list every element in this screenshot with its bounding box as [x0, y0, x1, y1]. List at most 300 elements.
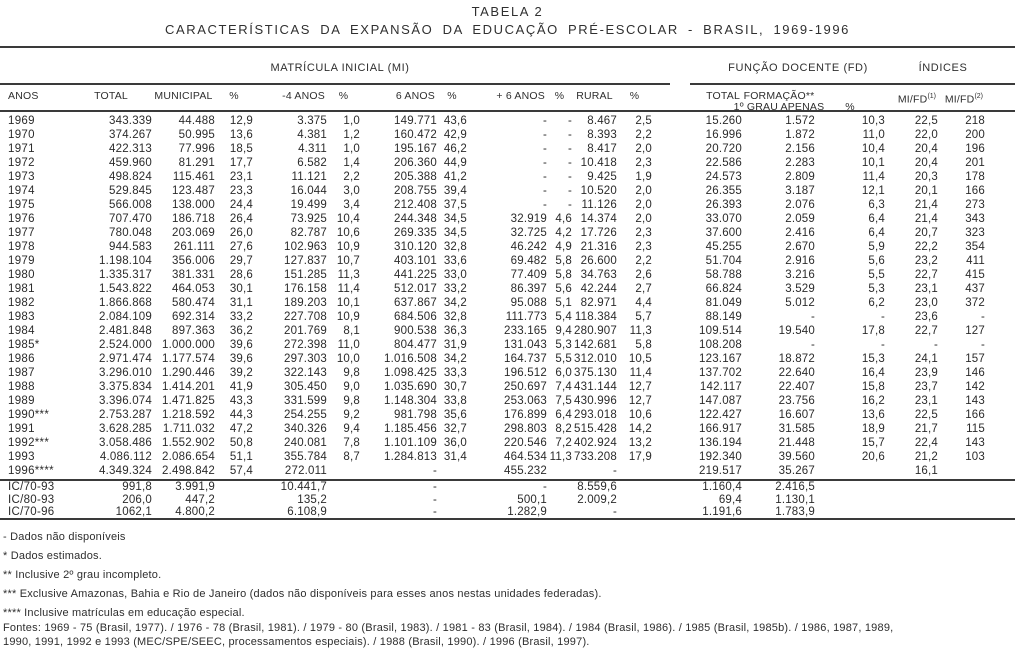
row-value-cell: 5,9	[868, 241, 885, 253]
row-value-cell: 2.416,5	[775, 481, 815, 493]
preschool-expansion-table	[0, 89, 1015, 519]
row-value-cell: 26.600	[580, 255, 617, 267]
row-value-cell: 160.472	[394, 129, 437, 141]
row-value-cell	[547, 494, 572, 507]
row-value-cell: 23,1	[914, 283, 938, 295]
row-label-cell: 1989	[8, 395, 35, 407]
row-value-cell: 2,5	[635, 115, 652, 127]
row-value-cell: 8.393	[587, 129, 617, 141]
row-value-cell: -	[542, 143, 547, 155]
row-value-cell: 122.427	[699, 409, 742, 421]
row-value-cell: 135,2	[297, 493, 327, 506]
row-value-cell: 8.417	[587, 143, 617, 155]
row-value-cell: 684.506	[394, 311, 437, 323]
row-value-cell: 118.384	[574, 311, 617, 323]
row-value-cell: 58.788	[705, 269, 742, 281]
table-row	[0, 338, 1015, 352]
row-value-cell: 23,0	[914, 297, 938, 309]
row-label-cell: IC/70-93	[8, 481, 55, 493]
row-value-cell: 69.482	[510, 255, 547, 267]
row-value-cell: 981.798	[394, 409, 437, 421]
table-body	[0, 114, 1015, 519]
row-value-cell: 4,2	[555, 227, 572, 239]
table-row	[0, 422, 1015, 436]
sources-note	[3, 621, 1015, 650]
column-header-row	[0, 89, 1015, 114]
row-value-cell: 261.111	[173, 241, 215, 253]
row-value-cell: 1.191,6	[702, 506, 742, 519]
table-row	[0, 198, 1015, 212]
table-row	[0, 128, 1015, 142]
filler-cell	[985, 128, 1015, 142]
filler-cell	[985, 481, 1015, 494]
row-value-cell: 41,9	[229, 381, 253, 393]
row-value-cell: 34,5	[443, 227, 467, 239]
group-header-matricula: MATRÍCULA INICIAL (MI)	[270, 62, 410, 74]
row-value-cell: 2.009,2	[577, 493, 617, 506]
row-value-cell: 8,2	[555, 423, 572, 435]
row-value-cell: 272.398	[284, 339, 327, 351]
row-value-cell: 23,3	[229, 185, 253, 197]
row-value-cell: -	[880, 339, 885, 351]
row-value-cell	[547, 506, 572, 519]
row-value-cell: 4.800,2	[175, 506, 215, 519]
row-value-cell: 15.260	[705, 115, 742, 127]
row-value-cell: 3.628.285	[99, 423, 152, 435]
row-value-cell: -	[567, 171, 572, 183]
row-value-cell: 26.393	[705, 199, 742, 211]
row-value-cell: 804.477	[394, 339, 437, 351]
row-value-cell: 147.087	[699, 395, 742, 407]
row-value-cell: 529.845	[109, 185, 152, 197]
row-value-cell: 6,3	[868, 199, 885, 211]
row-value-cell: 34,2	[443, 353, 467, 365]
row-value-cell: 16,2	[861, 395, 885, 407]
row-value-cell	[617, 506, 652, 519]
row-value-cell: 73.925	[290, 213, 327, 225]
row-value-cell: 32,8	[443, 311, 467, 323]
table-row	[0, 310, 1015, 324]
row-value-cell: 2,3	[635, 241, 652, 253]
row-value-cell: 36,2	[229, 325, 253, 337]
row-value-cell: 24,1	[914, 353, 938, 365]
row-value-cell: -	[810, 339, 815, 351]
row-value-cell: 1.000.000	[162, 339, 215, 351]
row-value-cell	[547, 464, 572, 478]
row-value-cell: 4.086.112	[99, 451, 152, 463]
row-value-cell: 220.546	[504, 437, 547, 449]
row-value-cell: 780.048	[109, 227, 152, 239]
row-value-cell: 1,2	[343, 129, 360, 141]
divider-top	[0, 46, 1015, 48]
row-value-cell: 464.534	[504, 451, 547, 463]
filler-cell	[985, 282, 1015, 296]
row-value-cell: 33,6	[443, 255, 467, 267]
row-value-cell: 4,9	[555, 241, 572, 253]
row-value-cell: 50,8	[229, 437, 253, 449]
row-value-cell: 127	[965, 325, 985, 337]
row-value-cell: 707.470	[109, 213, 152, 225]
row-value-cell: 24.573	[705, 171, 742, 183]
row-label-cell: 1977	[8, 227, 35, 239]
filler-cell	[985, 226, 1015, 240]
row-value-cell	[215, 494, 253, 507]
row-value-cell: 5,3	[555, 339, 572, 351]
row-value-cell: 244.348	[394, 213, 437, 225]
row-value-cell: 51.704	[705, 255, 742, 267]
row-value-cell: 4.349.324	[99, 465, 152, 477]
filler-cell	[985, 296, 1015, 310]
row-value-cell: 16,1	[914, 465, 938, 477]
row-value-cell: 201.769	[284, 325, 327, 337]
divider-groups-left	[0, 83, 670, 85]
row-value-cell	[815, 464, 885, 478]
filler-cell	[985, 506, 1015, 519]
row-value-cell: 10,4	[861, 143, 885, 155]
row-value-cell: 10,6	[628, 409, 652, 421]
row-value-cell: 23,6	[914, 311, 938, 323]
row-value-cell: 500,1	[517, 493, 547, 506]
row-value-cell: 1.016.508	[384, 353, 437, 365]
row-value-cell: 297.303	[284, 353, 327, 365]
row-value-cell: 22,7	[914, 269, 938, 281]
row-label-cell: 1974	[8, 185, 35, 197]
row-label-cell: 1973	[8, 171, 35, 183]
footnote-three-star: *** Exclusive Amazonas, Bahia e Rio de Janeiro (dados não disponíveis para esses anos nestas unidades federadas).	[3, 588, 602, 600]
row-value-cell: 10.520	[580, 185, 617, 197]
row-value-cell: 498.824	[109, 171, 152, 183]
row-value-cell: 8.559,6	[577, 481, 617, 493]
row-value-cell: 3.216	[785, 269, 815, 281]
row-value-cell: -	[810, 311, 815, 323]
row-value-cell: 200	[965, 129, 985, 141]
row-value-cell: 6,2	[868, 297, 885, 309]
row-value-cell: 36,3	[443, 325, 467, 337]
row-value-cell: 402.924	[574, 437, 617, 449]
row-value-cell: 1.866.868	[99, 297, 152, 309]
row-value-cell: 13,6	[229, 129, 253, 141]
row-value-cell: 33,2	[229, 311, 253, 323]
row-label-cell: 1976	[8, 213, 35, 225]
row-value-cell: 422.313	[109, 143, 152, 155]
row-value-cell: 21.448	[778, 437, 815, 449]
filler-cell	[985, 240, 1015, 254]
filler-cell	[985, 156, 1015, 170]
row-value-cell: 280.907	[574, 325, 617, 337]
row-value-cell: 22.407	[778, 381, 815, 393]
row-label-cell: 1988	[8, 381, 35, 393]
row-value-cell: -	[432, 481, 437, 493]
row-value-cell: 47,2	[229, 423, 253, 435]
row-value-cell: 37,5	[443, 199, 467, 211]
row-value-cell: 13,2	[628, 437, 652, 449]
row-value-cell: 143	[965, 437, 985, 449]
row-value-cell: 95.088	[510, 297, 547, 309]
row-value-cell: 8,7	[343, 451, 360, 463]
row-value-cell: -	[567, 143, 572, 155]
row-value-cell: 9,4	[555, 325, 572, 337]
row-value-cell: 39,6	[229, 339, 253, 351]
footnote-four-star: **** Inclusive matrículas em educação especial.	[3, 607, 245, 619]
row-value-cell: 3,0	[343, 185, 360, 197]
row-value-cell: 11,3	[549, 451, 572, 463]
row-value-cell: 178	[965, 171, 985, 183]
row-value-cell: 580.474	[172, 297, 215, 309]
index-growth-row	[0, 494, 1015, 507]
row-value-cell: 31,1	[229, 297, 253, 309]
row-value-cell: 22,0	[914, 129, 938, 141]
row-value-cell: 34,2	[443, 297, 467, 309]
row-value-cell	[815, 494, 885, 507]
row-value-cell: 3.991,9	[175, 481, 215, 493]
row-value-cell: 22,2	[914, 241, 938, 253]
row-value-cell: 10,9	[336, 241, 360, 253]
col-header-over6: + 6 ANOS	[496, 90, 545, 102]
table-row	[0, 408, 1015, 422]
row-value-cell: 437	[965, 283, 985, 295]
row-value-cell: 250.697	[504, 381, 547, 393]
row-value-cell: 23,2	[914, 255, 938, 267]
row-value-cell: 20.720	[705, 143, 742, 155]
row-value-cell: 23,1	[229, 171, 253, 183]
row-value-cell: -	[980, 339, 985, 351]
row-value-cell: 1,0	[343, 143, 360, 155]
filler-cell	[985, 268, 1015, 282]
row-value-cell: 11.126	[581, 199, 617, 211]
row-value-cell: 115.461	[172, 171, 215, 183]
filler-cell	[985, 394, 1015, 408]
col-header-formacao-pct: %	[845, 101, 855, 113]
row-value-cell: 21.316	[580, 241, 617, 253]
row-value-cell: 11,3	[629, 325, 652, 337]
row-value-cell: 1.198.104	[99, 255, 152, 267]
filler-cell	[985, 380, 1015, 394]
row-value-cell: 35.267	[778, 465, 815, 477]
row-value-cell: 77.409	[510, 269, 547, 281]
row-value-cell: 166	[965, 185, 985, 197]
row-value-cell: 31,4	[443, 451, 467, 463]
sources-line2: 1990, 1991, 1992 e 1993 (MEC/SPE/SEEC, processamentos especiais). / 1988 (Brasil, 1990). / 1996 (Brasil, 1997).	[3, 636, 590, 649]
row-value-cell: 33,8	[443, 395, 467, 407]
row-value-cell	[885, 494, 938, 507]
row-value-cell: 10.441,7	[280, 481, 327, 493]
row-value-cell	[617, 464, 652, 478]
row-value-cell: 22,4	[914, 437, 938, 449]
row-value-cell: 381.331	[172, 269, 215, 281]
row-label-cell: 1971	[8, 143, 35, 155]
row-value-cell: 32,8	[443, 241, 467, 253]
row-value-cell: 305.450	[284, 381, 327, 393]
row-value-cell: 82.787	[290, 227, 327, 239]
row-value-cell: 15,7	[861, 437, 885, 449]
row-value-cell: 1.160,4	[702, 481, 742, 493]
row-value-cell: 17,8	[861, 325, 885, 337]
filler-cell	[985, 114, 1015, 128]
row-value-cell: 10,0	[336, 353, 360, 365]
row-value-cell: 411	[966, 255, 985, 267]
row-value-cell: 5,3	[868, 283, 885, 295]
row-value-cell: 441.225	[394, 269, 437, 281]
row-value-cell: 900.538	[394, 325, 437, 337]
filler-cell	[985, 170, 1015, 184]
row-value-cell: 21,4	[914, 199, 938, 211]
row-value-cell: 3.058.486	[99, 437, 152, 449]
row-value-cell: 2.809	[785, 171, 815, 183]
row-value-cell: 3.187	[785, 185, 815, 197]
row-value-cell: 44,9	[443, 157, 467, 169]
row-value-cell: 115	[966, 423, 985, 435]
row-value-cell: 9.425	[587, 171, 617, 183]
row-value-cell: 29,7	[229, 255, 253, 267]
row-value-cell: 323	[965, 227, 985, 239]
row-value-cell: 7,2	[555, 437, 572, 449]
row-value-cell: 431.144	[574, 381, 617, 393]
col-header-total-fd: TOTAL	[706, 90, 740, 102]
row-value-cell: 33,3	[443, 367, 467, 379]
row-value-cell: 1.572	[785, 115, 815, 127]
row-value-cell	[938, 494, 985, 507]
row-label-cell: 1982	[8, 297, 35, 309]
row-value-cell: 1,9	[635, 171, 652, 183]
row-value-cell: 23,7	[914, 381, 938, 393]
row-value-cell: 4,4	[635, 297, 652, 309]
row-value-cell: 21,7	[914, 423, 938, 435]
row-value-cell: -	[542, 157, 547, 169]
col-header-total-mi: TOTAL	[94, 90, 128, 102]
row-value-cell: 34.763	[580, 269, 617, 281]
row-label-cell: 1979	[8, 255, 35, 267]
table-row	[0, 394, 1015, 408]
row-value-cell: 512.017	[394, 283, 437, 295]
row-value-cell: 343	[965, 213, 985, 225]
row-value-cell: 127.837	[284, 255, 327, 267]
row-label-cell: 1984	[8, 325, 35, 337]
row-value-cell: 6,0	[555, 367, 572, 379]
row-value-cell: 192.340	[699, 451, 742, 463]
table-row	[0, 324, 1015, 338]
row-value-cell: 2,0	[635, 213, 652, 225]
row-value-cell: 21,2	[914, 451, 938, 463]
row-value-cell: 26,4	[229, 213, 253, 225]
row-value-cell: 208.755	[394, 185, 437, 197]
row-value-cell: 212.408	[394, 199, 437, 211]
row-value-cell: 88.149	[705, 311, 742, 323]
col-header-6anos: 6 ANOS	[395, 90, 435, 102]
row-value-cell: 2,7	[635, 283, 652, 295]
row-value-cell: 18,5	[229, 143, 253, 155]
row-value-cell: 21,4	[914, 213, 938, 225]
row-value-cell: 166.917	[699, 423, 742, 435]
footnote-dash: - Dados não disponíveis	[3, 531, 126, 543]
row-value-cell: 39,4	[443, 185, 467, 197]
row-value-cell: 41,2	[443, 171, 467, 183]
row-label-cell: 1986	[8, 353, 35, 365]
row-value-cell: 10,6	[336, 227, 360, 239]
row-value-cell: 1.783,9	[775, 506, 815, 519]
row-value-cell: 33,2	[443, 283, 467, 295]
row-value-cell: 7,5	[555, 395, 572, 407]
col-header-anos: ANOS	[8, 90, 39, 102]
row-value-cell: 77.996	[178, 143, 215, 155]
row-value-cell: 22,5	[914, 409, 938, 421]
row-value-cell: 1.218.592	[162, 409, 215, 421]
row-value-cell: -	[542, 481, 547, 493]
row-value-cell: 45.255	[705, 241, 742, 253]
row-value-cell: 9,0	[343, 381, 360, 393]
row-value-cell: 331.599	[284, 395, 327, 407]
row-value-cell: 46,2	[443, 143, 467, 155]
row-value-cell: -	[567, 115, 572, 127]
row-value-cell: 19.499	[290, 199, 327, 211]
row-value-cell: 137.702	[699, 367, 742, 379]
table-row	[0, 142, 1015, 156]
row-value-cell: 20,4	[914, 143, 938, 155]
row-value-cell: 20,7	[914, 227, 938, 239]
row-value-cell: 2.283	[785, 157, 815, 169]
row-value-cell: -	[432, 465, 437, 477]
row-value-cell: 6.108,9	[287, 506, 327, 519]
row-value-cell: 515.428	[574, 423, 617, 435]
row-value-cell: 6.582	[297, 157, 327, 169]
row-value-cell: 33,0	[443, 269, 467, 281]
row-value-cell: 1.414.201	[162, 381, 215, 393]
row-value-cell: 31,9	[443, 339, 467, 351]
row-value-cell: 36,0	[443, 437, 467, 449]
row-value-cell: 897.363	[172, 325, 215, 337]
row-value-cell: 403.101	[394, 255, 437, 267]
row-value-cell	[885, 506, 938, 519]
row-value-cell: 109.514	[699, 325, 742, 337]
row-value-cell: 2.916	[785, 255, 815, 267]
col-header-municipal: MUNICIPAL	[154, 90, 213, 102]
row-value-cell: 4.311	[298, 143, 327, 155]
row-value-cell: 157	[965, 353, 985, 365]
row-value-cell: -	[567, 129, 572, 141]
row-value-cell: 14,2	[628, 423, 652, 435]
row-label-cell: 1972	[8, 157, 35, 169]
row-value-cell: 11,3	[337, 269, 360, 281]
row-value-cell: 16.996	[705, 129, 742, 141]
row-value-cell	[437, 494, 467, 507]
row-value-cell: 3.396.074	[99, 395, 152, 407]
row-value-cell	[547, 481, 572, 494]
row-value-cell: 354	[965, 241, 985, 253]
table-row	[0, 226, 1015, 240]
row-value-cell: 1062,1	[115, 506, 152, 519]
row-value-cell: 22,7	[914, 325, 938, 337]
row-value-cell: -	[542, 199, 547, 211]
row-label-cell: IC/70-96	[8, 506, 55, 519]
row-value-cell: 81.049	[705, 297, 742, 309]
row-value-cell: 50.995	[178, 129, 215, 141]
row-value-cell: 10.418	[580, 157, 617, 169]
row-value-cell: 8.467	[587, 115, 617, 127]
row-value-cell: 206.360	[394, 157, 437, 169]
row-value-cell: 103	[965, 451, 985, 463]
row-value-cell	[327, 464, 360, 478]
row-value-cell: 22.640	[778, 367, 815, 379]
row-value-cell: 203.069	[172, 227, 215, 239]
row-value-cell: 20,3	[914, 171, 938, 183]
row-value-cell: 6,4	[868, 227, 885, 239]
row-value-cell: 233.165	[504, 325, 547, 337]
row-value-cell: 10,9	[336, 311, 360, 323]
row-value-cell: 39,6	[229, 353, 253, 365]
row-value-cell: 2.076	[785, 199, 815, 211]
row-label-cell: 1969	[8, 115, 35, 127]
row-value-cell: 1.711.032	[162, 423, 215, 435]
table-row	[0, 436, 1015, 450]
